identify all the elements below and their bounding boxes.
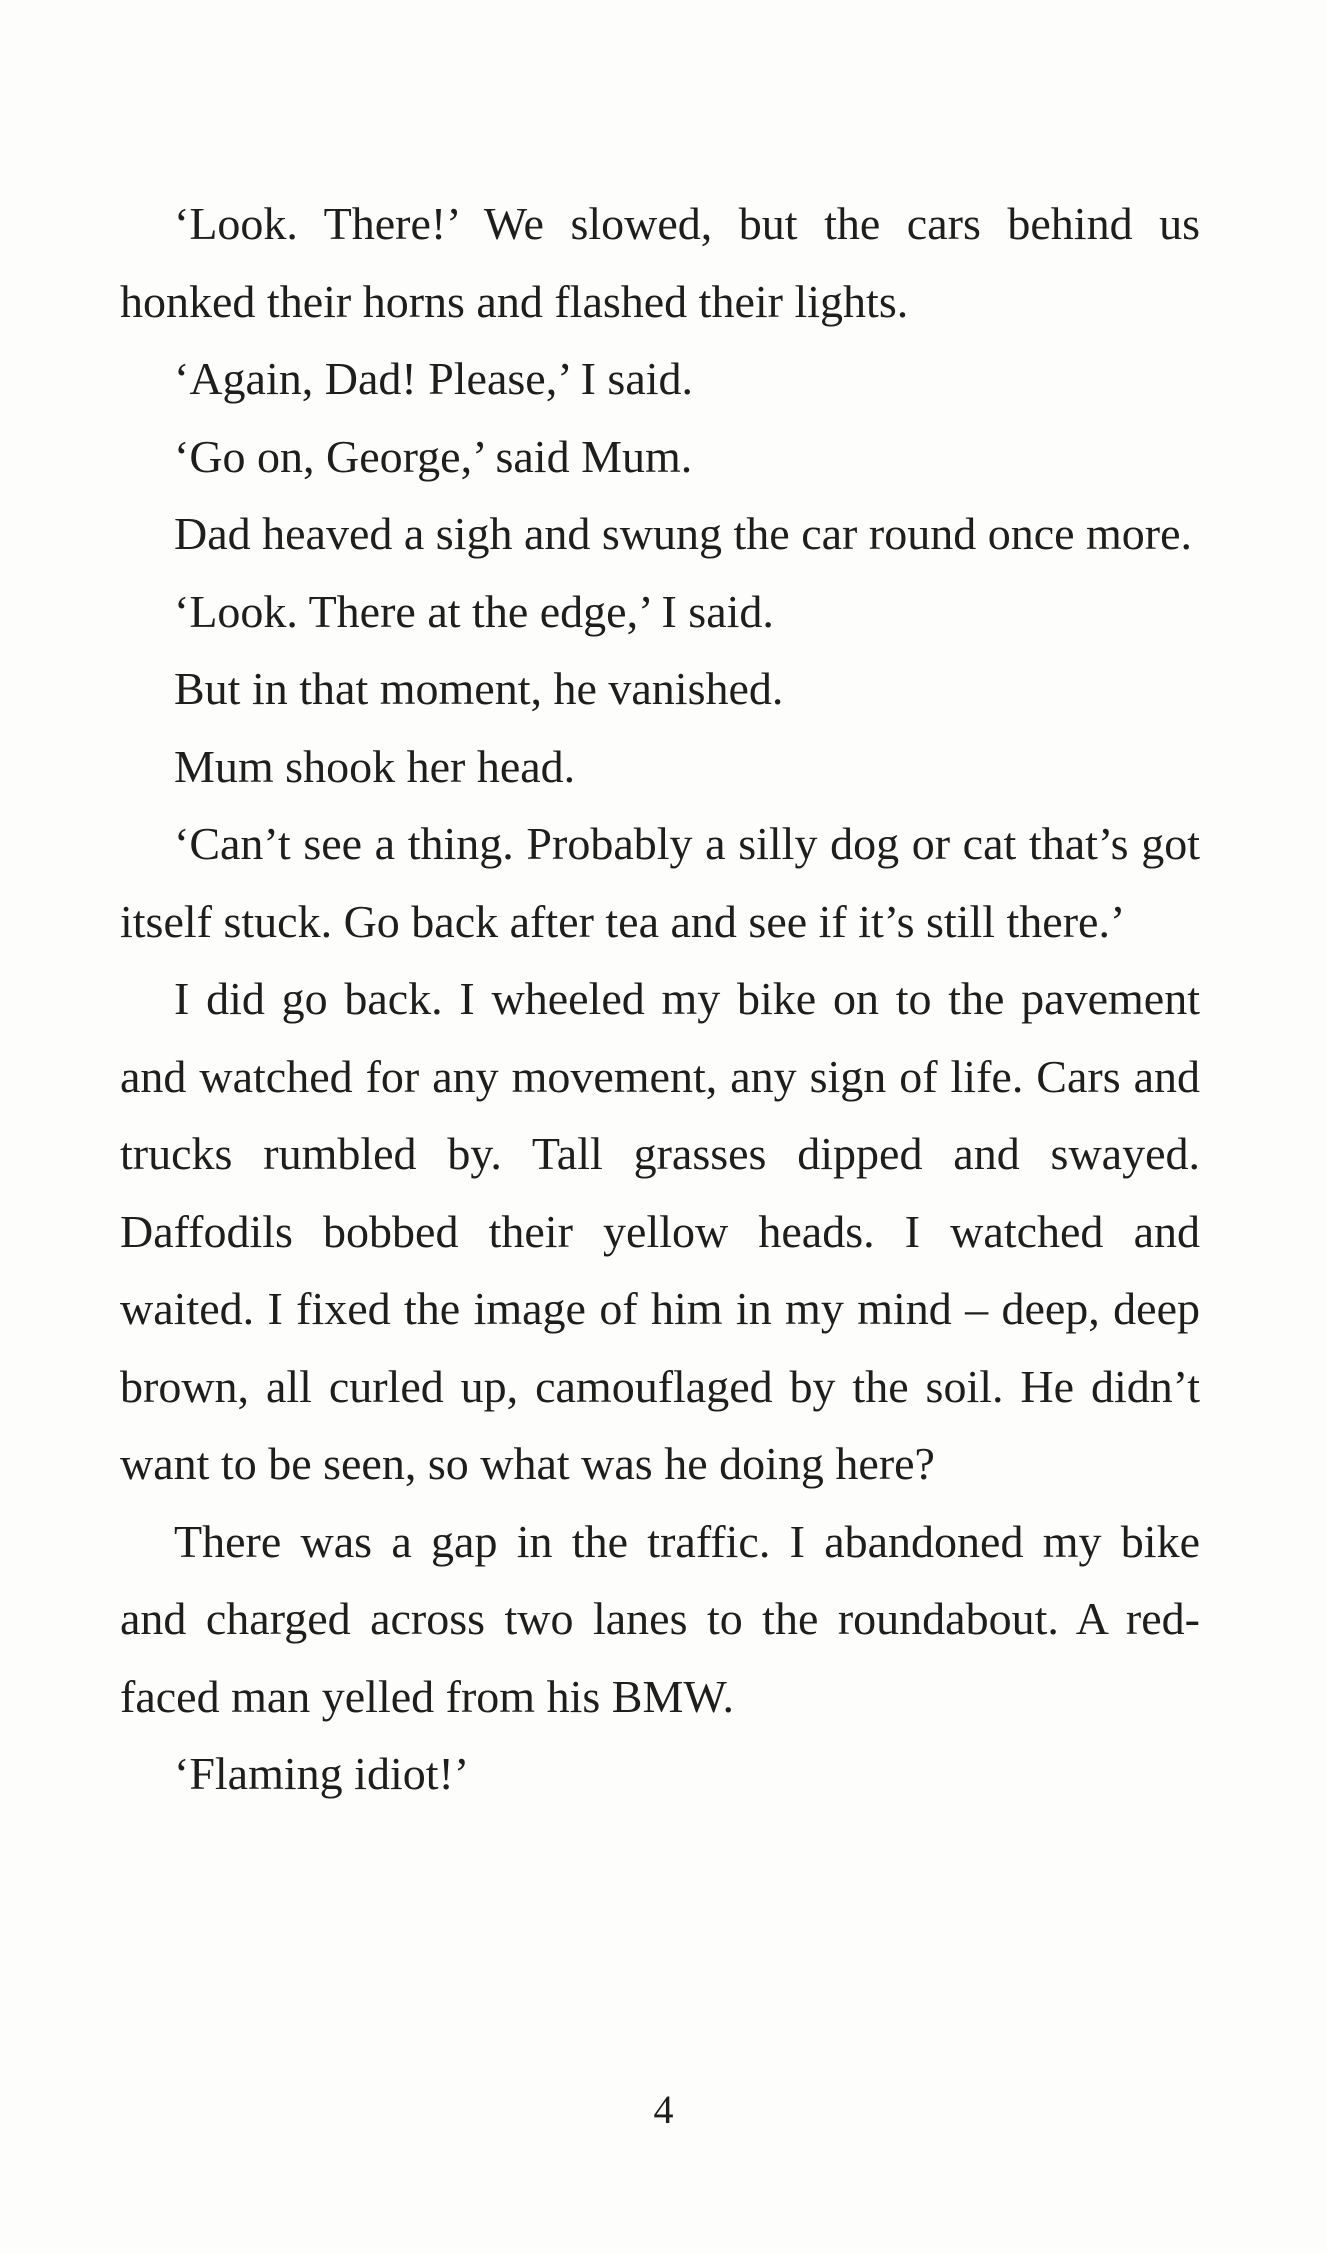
paragraph: ‘Look. There at the edge,’ I said. <box>174 585 774 637</box>
paragraph: Dad heaved a sigh and swung the car round once more. <box>174 508 1193 559</box>
paragraph: ‘Go on, George,’ said Mum. <box>174 430 693 482</box>
paragraph: ‘Flaming idiot!’ <box>174 1748 470 1799</box>
body-text <box>120 185 1200 1813</box>
paragraph: ‘Look. There!’ We slowed, but the cars behind us honked their horns and flashed their lights. <box>120 198 1200 327</box>
page-number: 4 <box>653 2087 674 2132</box>
paragraph: There was a gap in the traffic. I abandoned my bike and charged across two lanes to the roundabout. A red-faced man yelled from his BMW. <box>120 1515 1200 1722</box>
paragraph: Mum shook her head. <box>174 740 576 792</box>
paragraph: I did go back. I wheeled my bike on to the pavement and watched for any movement, any sign of life. Cars and trucks rumbled by. Tall grasses dipped and swayed. Daffodils bobbed their yellow heads. I watched and waited. I fixed the image of him in my mind – deep, deep brown, all curled up, camouflaged by the soil. He didn’t want to be seen, so what was he doing here? <box>120 973 1200 1489</box>
paragraph: But in that moment, he vanished. <box>174 663 784 714</box>
paragraph: ‘Again, Dad! Please,’ I said. <box>174 353 694 404</box>
paragraph: ‘Can’t see a thing. Probably a silly dog or cat that’s got itself stuck. Go back after tea and see if it’s still there.’ <box>120 818 1200 947</box>
